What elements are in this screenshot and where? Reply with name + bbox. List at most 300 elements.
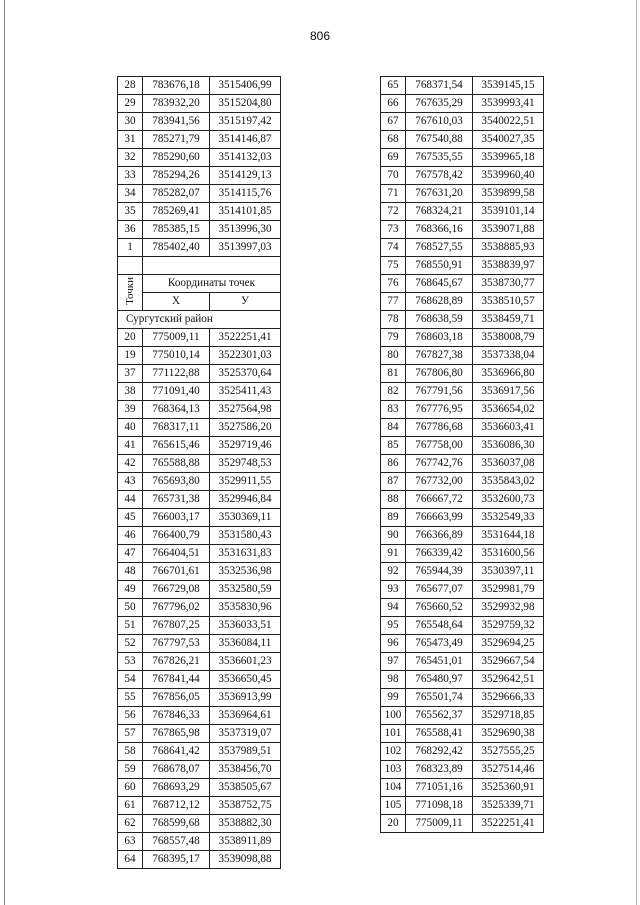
- table-row: [381, 509, 544, 527]
- table-row: [118, 707, 281, 725]
- x-coordinate: 767732,00: [406, 473, 473, 491]
- table-row: [381, 347, 544, 365]
- y-coordinate: 3513997,03: [210, 239, 281, 257]
- x-coordinate: 767742,76: [406, 455, 473, 473]
- point-number: 89: [381, 509, 406, 527]
- x-coordinate: 768395,17: [143, 851, 210, 869]
- y-coordinate: 3522251,41: [210, 329, 281, 347]
- x-coordinate: 765677,07: [406, 581, 473, 599]
- point-number: 69: [381, 149, 406, 167]
- point-number: 81: [381, 365, 406, 383]
- point-number: 70: [381, 167, 406, 185]
- point-number: 30: [118, 113, 143, 131]
- x-coordinate: 767758,00: [406, 437, 473, 455]
- y-coordinate: 3514129,13: [210, 167, 281, 185]
- y-coordinate: 3529718,85: [473, 707, 544, 725]
- x-coordinate: 768641,42: [143, 743, 210, 761]
- y-coordinate: 3539899,58: [473, 185, 544, 203]
- table-row: [118, 239, 281, 257]
- table-row: [118, 203, 281, 221]
- point-number: 90: [381, 527, 406, 545]
- x-coordinate: 767796,02: [143, 599, 210, 617]
- x-coordinate: 771091,40: [143, 383, 210, 401]
- y-coordinate: 3525370,64: [210, 365, 281, 383]
- y-coordinate: 3536603,41: [473, 419, 544, 437]
- x-coordinate: 768645,67: [406, 275, 473, 293]
- header-row: [118, 275, 281, 293]
- table-row: [118, 671, 281, 689]
- y-coordinate: 3529690,38: [473, 725, 544, 743]
- table-row: [118, 383, 281, 401]
- blank-row: [118, 257, 281, 275]
- x-coordinate: 766667,72: [406, 491, 473, 509]
- x-coordinate: 767846,33: [143, 707, 210, 725]
- x-coordinate: 775009,11: [406, 815, 473, 833]
- point-number: 104: [381, 779, 406, 797]
- point-number: 45: [118, 509, 143, 527]
- x-coordinate: 765480,97: [406, 671, 473, 689]
- y-coordinate: 3514132,03: [210, 149, 281, 167]
- x-coordinate: 765693,80: [143, 473, 210, 491]
- table-row: [381, 689, 544, 707]
- y-coordinate: 3530397,11: [473, 563, 544, 581]
- point-number: 84: [381, 419, 406, 437]
- y-coordinate: 3539071,88: [473, 221, 544, 239]
- point-number: 97: [381, 653, 406, 671]
- y-coordinate: 3539960,40: [473, 167, 544, 185]
- x-coordinate: 767865,98: [143, 725, 210, 743]
- y-coordinate: 3535843,02: [473, 473, 544, 491]
- y-coordinate: 3536033,51: [210, 617, 281, 635]
- y-coordinate: 3514146,87: [210, 131, 281, 149]
- table-row: [118, 437, 281, 455]
- point-number: 28: [118, 77, 143, 95]
- x-coordinate: 768638,59: [406, 311, 473, 329]
- y-coordinate: 3525339,71: [473, 797, 544, 815]
- point-number: 50: [118, 599, 143, 617]
- table-row: [381, 581, 544, 599]
- x-coordinate: 768292,42: [406, 743, 473, 761]
- table-row: [381, 149, 544, 167]
- table-row: [118, 473, 281, 491]
- y-coordinate: 3536917,56: [473, 383, 544, 401]
- y-coordinate: 3538008,79: [473, 329, 544, 347]
- x-coordinate: 765944,39: [406, 563, 473, 581]
- point-number: 102: [381, 743, 406, 761]
- x-coordinate: 765548,64: [406, 617, 473, 635]
- point-number: 62: [118, 815, 143, 833]
- x-coordinate: 766663,99: [406, 509, 473, 527]
- point-number: 95: [381, 617, 406, 635]
- y-coordinate: 3536964,61: [210, 707, 281, 725]
- table-row: [118, 761, 281, 779]
- table-row: [381, 527, 544, 545]
- x-coordinate: 767535,55: [406, 149, 473, 167]
- table-row: [381, 311, 544, 329]
- y-coordinate: 3536654,02: [473, 401, 544, 419]
- x-coordinate: 785385,15: [143, 221, 210, 239]
- x-coordinate: 767610,03: [406, 113, 473, 131]
- point-number: 39: [118, 401, 143, 419]
- x-coordinate: 768603,18: [406, 329, 473, 347]
- y-coordinate: 3536086,30: [473, 437, 544, 455]
- y-coordinate: 3538839,97: [473, 257, 544, 275]
- x-coordinate: 765451,01: [406, 653, 473, 671]
- x-coordinate: 765660,52: [406, 599, 473, 617]
- point-number: 57: [118, 725, 143, 743]
- y-coordinate: 3529946,84: [210, 491, 281, 509]
- point-number: 47: [118, 545, 143, 563]
- x-coordinate: 768371,54: [406, 77, 473, 95]
- point-number: 31: [118, 131, 143, 149]
- x-coordinate: 766339,42: [406, 545, 473, 563]
- table-row: [381, 653, 544, 671]
- table-row: [118, 221, 281, 239]
- x-coordinate: 785402,40: [143, 239, 210, 257]
- point-number: 48: [118, 563, 143, 581]
- table-row: [381, 599, 544, 617]
- table-row: [118, 617, 281, 635]
- table-row: [118, 509, 281, 527]
- point-number: 99: [381, 689, 406, 707]
- point-number: 59: [118, 761, 143, 779]
- table-row: [118, 563, 281, 581]
- point-number: 85: [381, 437, 406, 455]
- table-row: [381, 383, 544, 401]
- point-number: 55: [118, 689, 143, 707]
- table-row: [118, 365, 281, 383]
- table-row: [381, 185, 544, 203]
- point-number: 103: [381, 761, 406, 779]
- point-number: 49: [118, 581, 143, 599]
- y-coordinate: 3538510,57: [473, 293, 544, 311]
- table-row: [118, 347, 281, 365]
- y-coordinate: 3532580,59: [210, 581, 281, 599]
- y-coordinate: 3535830,96: [210, 599, 281, 617]
- x-coordinate: 765588,41: [406, 725, 473, 743]
- y-coordinate: 3515204,80: [210, 95, 281, 113]
- y-coordinate: 3539145,15: [473, 77, 544, 95]
- coordinates-table-left: [117, 76, 281, 869]
- x-coordinate: 765588,88: [143, 455, 210, 473]
- point-number: 77: [381, 293, 406, 311]
- coordinates-table-right: [380, 76, 544, 833]
- y-coordinate: 3532536,98: [210, 563, 281, 581]
- table-row: [118, 725, 281, 743]
- point-number: 34: [118, 185, 143, 203]
- table-row: [118, 329, 281, 347]
- table-row: [118, 455, 281, 473]
- table-row: [381, 131, 544, 149]
- table-row: [381, 761, 544, 779]
- y-coordinate: 3539993,41: [473, 95, 544, 113]
- table-row: [381, 707, 544, 725]
- x-coordinate: 766404,51: [143, 545, 210, 563]
- point-number: 78: [381, 311, 406, 329]
- y-coordinate: 3527586,20: [210, 419, 281, 437]
- y-coordinate: 3527514,46: [473, 761, 544, 779]
- point-number: 33: [118, 167, 143, 185]
- table-row: [381, 113, 544, 131]
- points-header: Точки: [118, 275, 143, 311]
- x-coordinate: 775009,11: [143, 329, 210, 347]
- table-row: [118, 653, 281, 671]
- y-coordinate: 3536966,80: [473, 365, 544, 383]
- x-coordinate: 767540,88: [406, 131, 473, 149]
- point-number: 20: [118, 329, 143, 347]
- point-number: 60: [118, 779, 143, 797]
- y-coordinate: 3531600,56: [473, 545, 544, 563]
- y-coordinate: 3515197,42: [210, 113, 281, 131]
- table-row: [118, 95, 281, 113]
- table-row: [381, 203, 544, 221]
- y-coordinate: 3514101,85: [210, 203, 281, 221]
- x-coordinate: 767797,53: [143, 635, 210, 653]
- x-coordinate: 765562,37: [406, 707, 473, 725]
- x-coordinate: 785282,07: [143, 185, 210, 203]
- point-number: 1: [118, 239, 143, 257]
- region-label: Сургутский район: [118, 311, 281, 329]
- x-coordinate: 785269,41: [143, 203, 210, 221]
- table-row: [118, 581, 281, 599]
- coordinates-header: Координаты точек: [143, 275, 281, 293]
- table-row: [118, 527, 281, 545]
- point-number: 76: [381, 275, 406, 293]
- y-coordinate: 3529932,98: [473, 599, 544, 617]
- table-row: [381, 635, 544, 653]
- y-coordinate: 3531644,18: [473, 527, 544, 545]
- point-number: 83: [381, 401, 406, 419]
- table-row: [118, 635, 281, 653]
- x-coordinate: 768550,91: [406, 257, 473, 275]
- point-number: 61: [118, 797, 143, 815]
- point-number: 91: [381, 545, 406, 563]
- y-coordinate: 3538459,71: [473, 311, 544, 329]
- point-number: 29: [118, 95, 143, 113]
- y-coordinate: 3537989,51: [210, 743, 281, 761]
- table-row: [118, 779, 281, 797]
- x-coordinate: 767631,20: [406, 185, 473, 203]
- table-row: [381, 563, 544, 581]
- point-number: 56: [118, 707, 143, 725]
- table-row: [381, 743, 544, 761]
- y-coordinate: 3513996,30: [210, 221, 281, 239]
- x-coordinate: 765615,46: [143, 437, 210, 455]
- table-row: [118, 419, 281, 437]
- point-number: 37: [118, 365, 143, 383]
- point-number: 51: [118, 617, 143, 635]
- x-coordinate: 765473,49: [406, 635, 473, 653]
- y-coordinate: 3522301,03: [210, 347, 281, 365]
- x-coordinate: 767776,95: [406, 401, 473, 419]
- y-coordinate: 3537319,07: [210, 725, 281, 743]
- x-coordinate: 783941,56: [143, 113, 210, 131]
- point-number: 65: [381, 77, 406, 95]
- y-coordinate: 3522251,41: [473, 815, 544, 833]
- x-coordinate: 767826,21: [143, 653, 210, 671]
- y-coordinate: 3532600,73: [473, 491, 544, 509]
- table-row: [118, 743, 281, 761]
- y-coordinate: 3538911,89: [210, 833, 281, 851]
- table-row: [118, 167, 281, 185]
- table-row: [381, 473, 544, 491]
- point-number: 19: [118, 347, 143, 365]
- y-coordinate: 3530369,11: [210, 509, 281, 527]
- table-row: [118, 599, 281, 617]
- y-coordinate: 3538882,30: [210, 815, 281, 833]
- y-coordinate: 3529694,25: [473, 635, 544, 653]
- y-coordinate: 3536601,23: [210, 653, 281, 671]
- y-coordinate: 3529666,33: [473, 689, 544, 707]
- point-number: 42: [118, 455, 143, 473]
- table-row: [381, 365, 544, 383]
- y-coordinate: 3529911,55: [210, 473, 281, 491]
- point-number: 101: [381, 725, 406, 743]
- point-number: 46: [118, 527, 143, 545]
- table-row: [381, 95, 544, 113]
- point-number: 36: [118, 221, 143, 239]
- table-row: [381, 257, 544, 275]
- y-coordinate: 3525360,91: [473, 779, 544, 797]
- y-coordinate: 3529719,46: [210, 437, 281, 455]
- table-row: [118, 149, 281, 167]
- x-coordinate: 767786,68: [406, 419, 473, 437]
- table-row: [118, 689, 281, 707]
- table-row: [381, 491, 544, 509]
- x-coordinate: 768628,89: [406, 293, 473, 311]
- point-number: 96: [381, 635, 406, 653]
- x-coordinate: 783676,18: [143, 77, 210, 95]
- table-row: [118, 491, 281, 509]
- point-number: 67: [381, 113, 406, 131]
- y-coordinate: 3536650,45: [210, 671, 281, 689]
- y-coordinate: 3532549,33: [473, 509, 544, 527]
- table-row: [381, 239, 544, 257]
- x-coordinate: 768599,68: [143, 815, 210, 833]
- table-row: [118, 185, 281, 203]
- x-coordinate: 767806,80: [406, 365, 473, 383]
- x-coordinate: 766701,61: [143, 563, 210, 581]
- table-row: [118, 131, 281, 149]
- table-row: [118, 77, 281, 95]
- table-row: [118, 833, 281, 851]
- x-coordinate: 768527,55: [406, 239, 473, 257]
- point-number: 68: [381, 131, 406, 149]
- table-row: [381, 419, 544, 437]
- point-number: 52: [118, 635, 143, 653]
- x-coordinate: 766400,79: [143, 527, 210, 545]
- table-row: [381, 725, 544, 743]
- point-number: 94: [381, 599, 406, 617]
- x-coordinate: 767807,25: [143, 617, 210, 635]
- point-number: 53: [118, 653, 143, 671]
- y-header: У: [210, 293, 281, 311]
- table-row: [381, 401, 544, 419]
- x-coordinate: 768557,48: [143, 833, 210, 851]
- table-row: [118, 851, 281, 869]
- x-coordinate: 768366,16: [406, 221, 473, 239]
- table-row: [118, 113, 281, 131]
- table-row: [118, 815, 281, 833]
- x-coordinate: 768317,11: [143, 419, 210, 437]
- y-coordinate: 3529642,51: [473, 671, 544, 689]
- scan-edge-right: [636, 0, 637, 905]
- table-row: [381, 329, 544, 347]
- point-number: 105: [381, 797, 406, 815]
- point-number: 72: [381, 203, 406, 221]
- x-coordinate: 785294,26: [143, 167, 210, 185]
- y-coordinate: 3514115,76: [210, 185, 281, 203]
- y-coordinate: 3529748,53: [210, 455, 281, 473]
- point-number: 73: [381, 221, 406, 239]
- y-coordinate: 3537338,04: [473, 347, 544, 365]
- x-coordinate: 768364,13: [143, 401, 210, 419]
- x-coordinate: 767856,05: [143, 689, 210, 707]
- table-row: [118, 797, 281, 815]
- scan-edge-left: [4, 0, 5, 905]
- y-coordinate: 3515406,99: [210, 77, 281, 95]
- table-row: [381, 293, 544, 311]
- y-coordinate: 3539965,18: [473, 149, 544, 167]
- x-coordinate: 768693,29: [143, 779, 210, 797]
- y-coordinate: 3538752,75: [210, 797, 281, 815]
- table-row: [381, 221, 544, 239]
- point-number: 40: [118, 419, 143, 437]
- y-coordinate: 3529981,79: [473, 581, 544, 599]
- point-number: 38: [118, 383, 143, 401]
- table-row: [381, 275, 544, 293]
- x-coordinate: 785290,60: [143, 149, 210, 167]
- x-coordinate: 771098,18: [406, 797, 473, 815]
- table-row: [381, 437, 544, 455]
- point-number: 20: [381, 815, 406, 833]
- table-row: [118, 401, 281, 419]
- point-number: 80: [381, 347, 406, 365]
- table-row: [381, 779, 544, 797]
- point-number: 100: [381, 707, 406, 725]
- x-coordinate: 771122,88: [143, 365, 210, 383]
- y-coordinate: 3536084,11: [210, 635, 281, 653]
- point-number: 64: [118, 851, 143, 869]
- point-number: 44: [118, 491, 143, 509]
- y-coordinate: 3527555,25: [473, 743, 544, 761]
- table-row: [381, 77, 544, 95]
- table-row: [118, 545, 281, 563]
- point-number: 98: [381, 671, 406, 689]
- x-coordinate: 767578,42: [406, 167, 473, 185]
- x-coordinate: 768678,07: [143, 761, 210, 779]
- page-number: 806: [309, 29, 331, 43]
- y-coordinate: 3538456,70: [210, 761, 281, 779]
- x-coordinate: 785271,79: [143, 131, 210, 149]
- y-coordinate: 3529759,32: [473, 617, 544, 635]
- point-number: 71: [381, 185, 406, 203]
- y-coordinate: 3538885,93: [473, 239, 544, 257]
- point-number: 93: [381, 581, 406, 599]
- y-coordinate: 3539098,88: [210, 851, 281, 869]
- x-coordinate: 768323,89: [406, 761, 473, 779]
- x-coordinate: 765731,38: [143, 491, 210, 509]
- y-coordinate: 3525411,43: [210, 383, 281, 401]
- x-coordinate: 767827,38: [406, 347, 473, 365]
- point-number: 54: [118, 671, 143, 689]
- header-axis-row: [118, 293, 281, 311]
- table-row: [381, 545, 544, 563]
- point-number: 82: [381, 383, 406, 401]
- y-coordinate: 3536913,99: [210, 689, 281, 707]
- x-coordinate: 783932,20: [143, 95, 210, 113]
- table-row: [381, 671, 544, 689]
